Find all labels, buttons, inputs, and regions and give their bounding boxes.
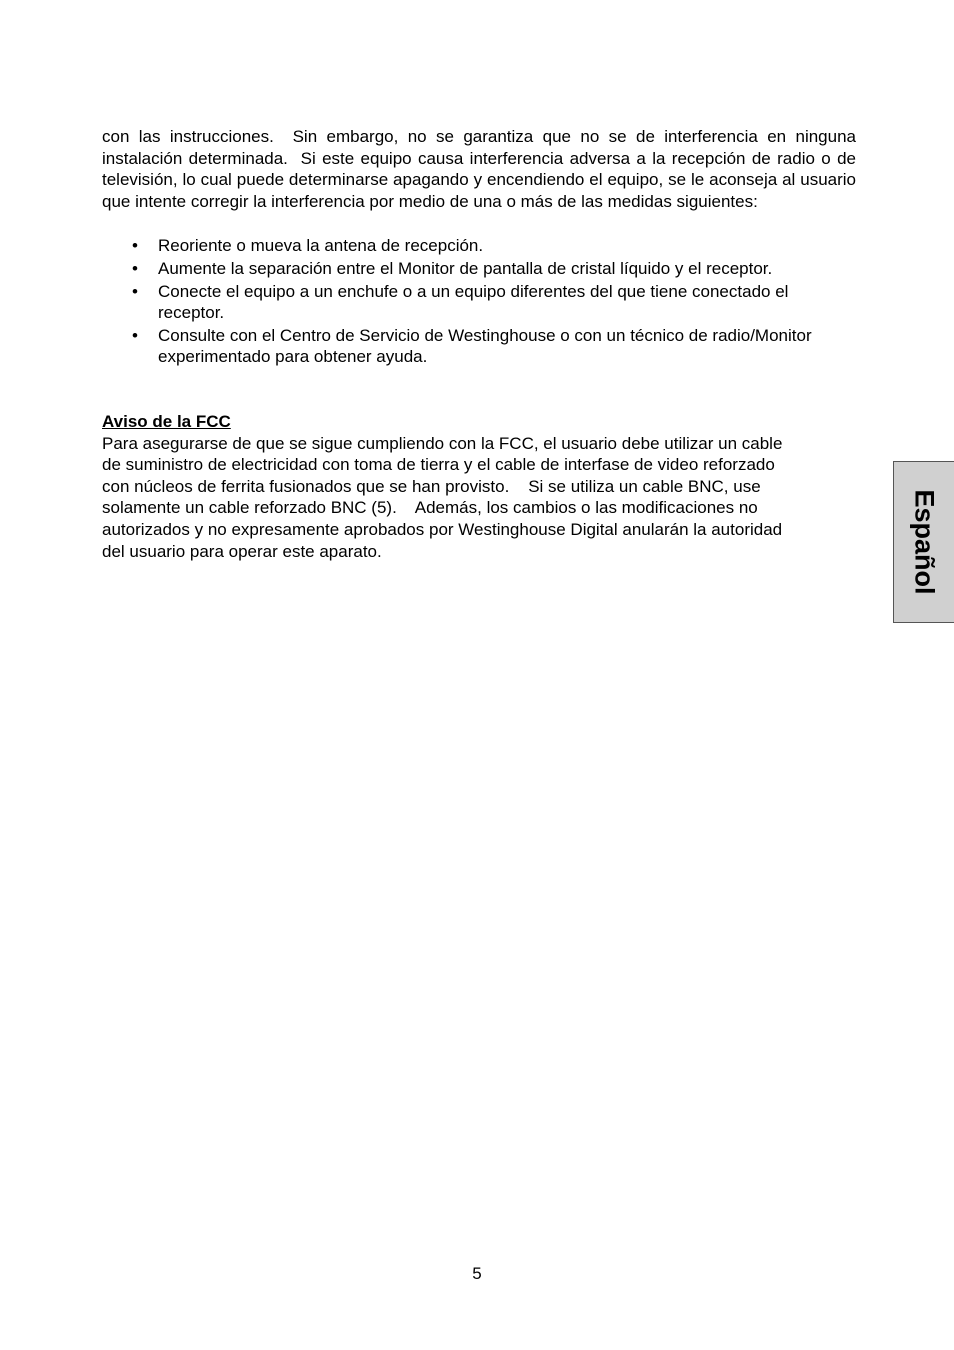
list-item — [102, 258, 856, 280]
intro-paragraph: con las instrucciones. Sin embargo, no se garantiza que no se de interferencia en ninguna instalación determinada. Si este equipo causa interferencia adversa a la recepción de radio o de televisión, lo cual puede determinarse apagando y encendiendo el equipo, se le aconseja al usuario que intente corregir la interferencia por medio de una o más de las medidas siguientes: — [102, 127, 861, 211]
list-item-text: Conecte el equipo a un enchufe o a un equipo diferentes del que tiene conectado el receptor. — [158, 281, 789, 323]
fcc-paragraph-line: Para asegurarse de que se sigue cumpliendo con la FCC, el usuario debe utilizar un cable — [102, 433, 783, 453]
bullet-icon: • — [132, 325, 138, 345]
fcc-paragraph-line: solamente un cable reforzado BNC (5). Además, los cambios o las modificaciones no — [102, 498, 758, 518]
fcc-paragraph-line: del usuario para operar este aparato. — [102, 541, 382, 561]
page-number: 5 — [472, 1264, 482, 1283]
bullet-icon: • — [132, 236, 138, 256]
measures-list — [102, 235, 856, 368]
bullet-icon: • — [132, 281, 138, 301]
page-content — [102, 126, 861, 562]
list-item — [102, 325, 856, 368]
list-item — [102, 281, 856, 324]
list-item-text: Reoriente o mueva la antena de recepción. — [158, 236, 484, 256]
fcc-paragraph-line: autorizados y no expresamente aprobados por Westinghouse Digital anularán la autoridad — [102, 519, 783, 539]
fcc-paragraph-line: con núcleos de ferrita fusionados que se han provisto. Si se utiliza un cable BNC, use — [102, 476, 761, 496]
language-tab — [893, 461, 954, 623]
list-item-text: Aumente la separación entre el Monitor de pantalla de cristal líquido y el receptor. — [158, 258, 773, 278]
list-item — [102, 235, 856, 257]
fcc-paragraph — [102, 433, 856, 563]
list-item-text: Consulte con el Centro de Servicio de Westinghouse o con un técnico de radio/Monitor experimentado para obtener ayuda. — [158, 325, 812, 367]
bullet-icon: • — [132, 258, 138, 278]
fcc-paragraph-line: de suministro de electricidad con toma de tierra y el cable de interfase de video reforzado — [102, 455, 775, 475]
fcc-heading: Aviso de la FCC — [102, 411, 231, 431]
language-tab-label: Español — [909, 489, 940, 595]
